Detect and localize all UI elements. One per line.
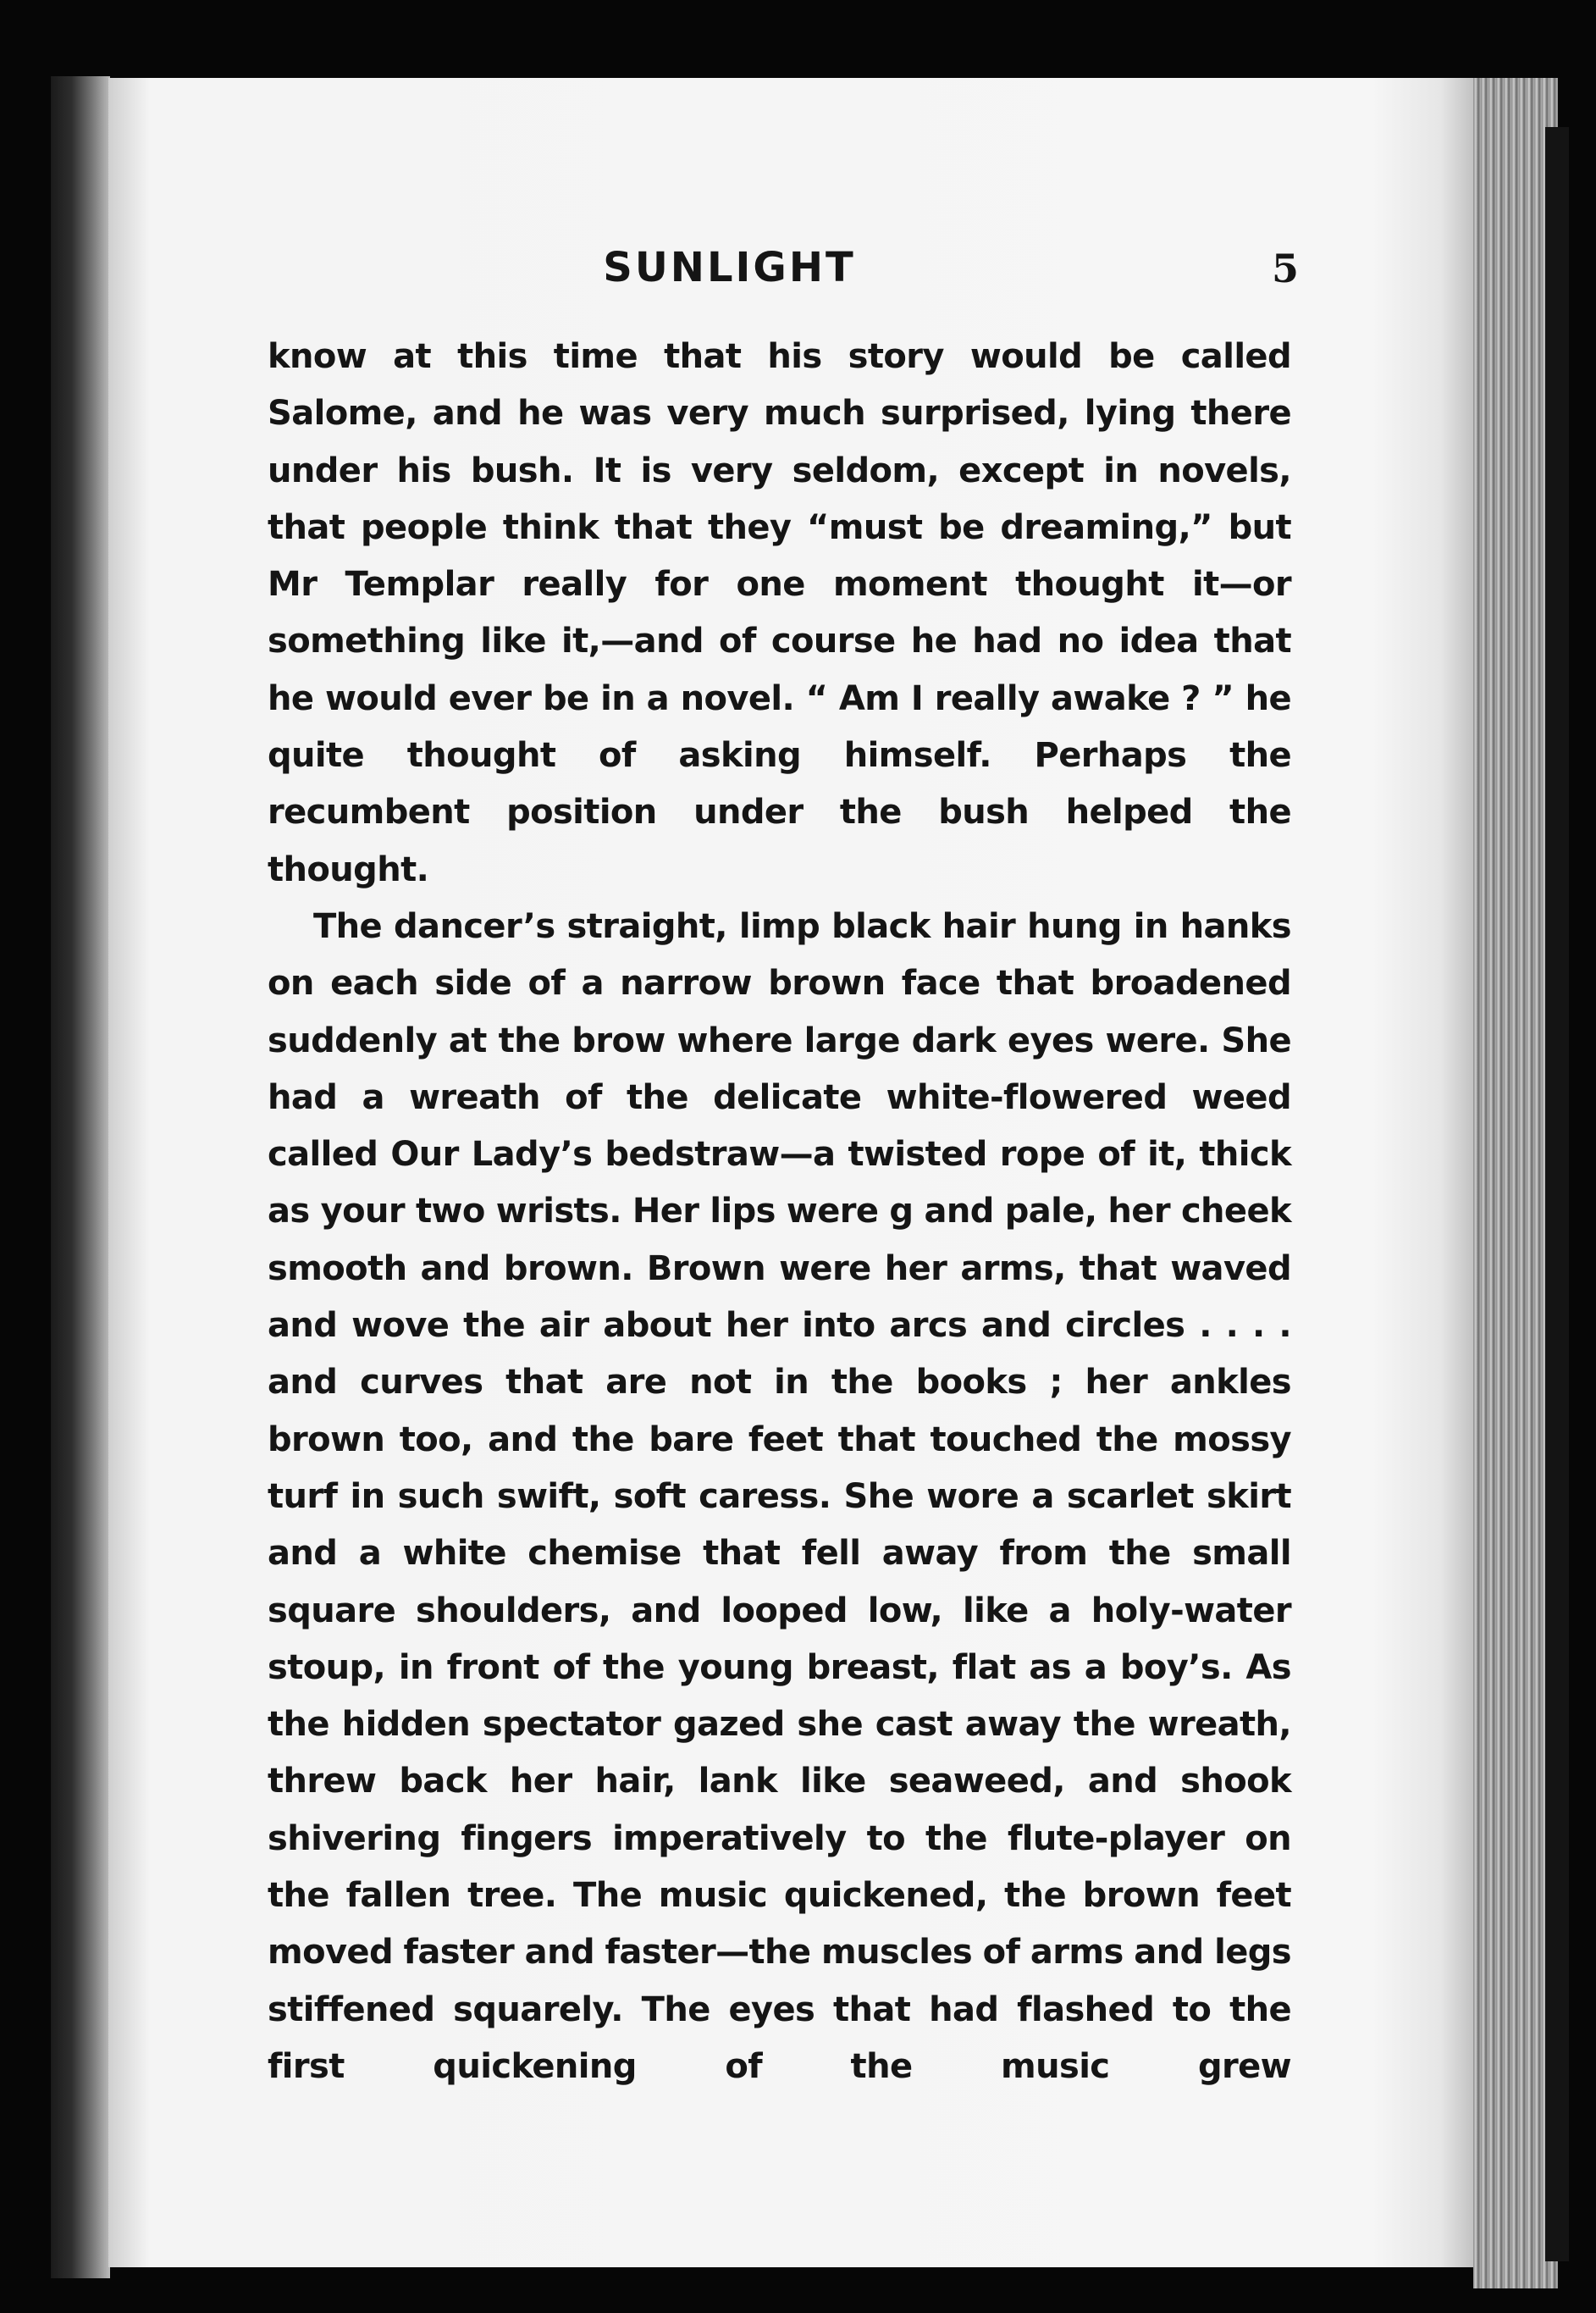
running-head <box>160 244 1299 295</box>
page-number: 5 <box>1271 246 1299 291</box>
chapter-title: SUNLIGHT <box>603 244 856 291</box>
paragraph-2: The dancer’s straight, limp black hair hung in hanks on each side of a narrow brown face that broadened suddenly at the brow where large dark eyes were. She had a wreath of the delicate white-flowered weed called Our Lady’s bedstraw—a twisted rope of it, thick as your two wrists. Her lips were g and pale, her cheek smooth and brown. Brown were her arms, that waved and wove the air about her into arcs and circles . . . . and curves that are not in the books ; her ankles brown too, and the bare feet that touched the mossy turf in such swift, soft caress. She wore a scarlet skirt and a white chemise that fell away from the small square shoulders, and looped low, like a holy-water stoup, in front of the young breast, flat as a boy’s. As the hidden spectator gazed she cast away the wreath, threw back her hair, lank like seaweed, and shook shivering fingers imperatively to the flute-player on the fallen tree. The music quickened, the brown feet moved faster and faster—the muscles of arms and legs stiffened squarely. The eyes that had flashed to the first quickening of the music grew <box>268 906 1291 2086</box>
body-text <box>268 329 1291 2095</box>
left-page-gutter <box>51 76 110 2278</box>
paragraph-1: know at this time that his story would be called Salome, and he was very much surprised, lying there under his bush. It is very seldom, except in novels, that people think that they “must be dreaming,” but Mr Templar really for one moment thought it—or something like it,—and of course he had no idea that he would ever be in a novel. “ Am I really awake ? ” he quite thought of asking himself. Perhaps the recumbent position under the bush helped the thought. <box>268 337 1291 889</box>
book-cover-edge <box>1545 127 1569 2261</box>
